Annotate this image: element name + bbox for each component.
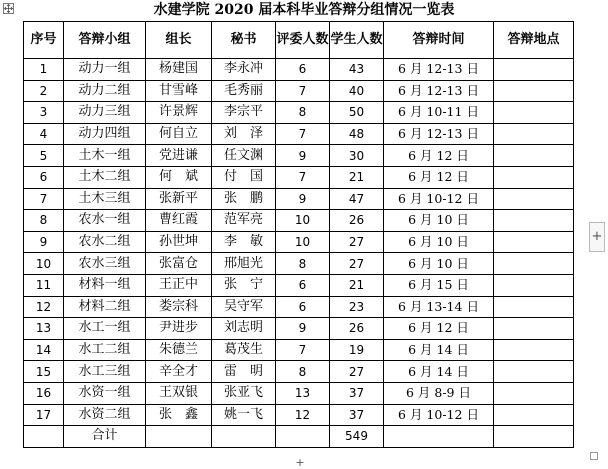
table-cell[interactable]: 4 bbox=[24, 123, 64, 145]
table-cell[interactable]: 7 bbox=[24, 188, 64, 210]
table-cell[interactable]: 张亚飞 bbox=[212, 382, 276, 404]
table-cell[interactable] bbox=[494, 102, 574, 124]
table-cell[interactable]: 水工三组 bbox=[64, 361, 146, 383]
table-cell[interactable]: 37 bbox=[330, 382, 384, 404]
table-cell[interactable]: 9 bbox=[276, 145, 330, 167]
table-row bbox=[24, 318, 574, 340]
table-cell[interactable]: 6 月 14 日 bbox=[384, 361, 494, 383]
table-cell[interactable] bbox=[494, 426, 574, 448]
table-cell[interactable]: 土木二组 bbox=[64, 166, 146, 188]
table-cell[interactable]: 8 bbox=[276, 253, 330, 275]
table-cell[interactable]: 付 国 bbox=[212, 166, 276, 188]
table-row bbox=[24, 404, 574, 426]
table-row bbox=[24, 145, 574, 167]
table-cell[interactable]: 27 bbox=[330, 253, 384, 275]
table-cell[interactable]: 动力二组 bbox=[64, 80, 146, 102]
table-cell[interactable] bbox=[494, 339, 574, 361]
table-cell[interactable]: 何 斌 bbox=[146, 166, 212, 188]
table-cell[interactable]: 27 bbox=[330, 361, 384, 383]
table-cell[interactable]: 6 月 10 日 bbox=[384, 210, 494, 232]
table-cell[interactable]: 王正中 bbox=[146, 274, 212, 296]
table-cell[interactable]: 雷 明 bbox=[212, 361, 276, 383]
table-cell[interactable]: 9 bbox=[24, 231, 64, 253]
table-cell[interactable]: 朱德兰 bbox=[146, 339, 212, 361]
add-column-button[interactable] bbox=[589, 222, 605, 252]
header-cell[interactable]: 序号 bbox=[24, 22, 64, 59]
table-cell[interactable]: 6 bbox=[24, 166, 64, 188]
table-cell[interactable]: 姚一飞 bbox=[212, 404, 276, 426]
total-value[interactable]: 549 bbox=[330, 426, 384, 448]
table-cell[interactable] bbox=[24, 426, 64, 448]
table-cell[interactable]: 40 bbox=[330, 80, 384, 102]
table-cell[interactable] bbox=[494, 382, 574, 404]
table-cell[interactable]: 1 bbox=[24, 59, 64, 81]
table-cell[interactable]: 张富仓 bbox=[146, 253, 212, 275]
table-cell[interactable]: 30 bbox=[330, 145, 384, 167]
header-cell[interactable]: 答辩时间 bbox=[384, 22, 494, 59]
table-cell[interactable] bbox=[494, 188, 574, 210]
table-cell[interactable]: 23 bbox=[330, 296, 384, 318]
page-title: 水建学院 2020 届本科毕业答辩分组情况一览表 bbox=[153, 2, 455, 18]
table-cell[interactable]: 6 月 10 日 bbox=[384, 253, 494, 275]
table-cell[interactable]: 16 bbox=[24, 382, 64, 404]
table-cell[interactable] bbox=[494, 361, 574, 383]
table-cell[interactable]: 6 月 12-13 日 bbox=[384, 123, 494, 145]
table-cell[interactable]: 10 bbox=[276, 210, 330, 232]
table-cell[interactable]: 6 月 12-13 日 bbox=[384, 80, 494, 102]
table-cell[interactable]: 范军亮 bbox=[212, 210, 276, 232]
table-cell[interactable]: 26 bbox=[330, 210, 384, 232]
table-cell[interactable]: 7 bbox=[276, 166, 330, 188]
defense-group-table bbox=[23, 21, 574, 448]
table-cell[interactable]: 15 bbox=[24, 361, 64, 383]
table-cell[interactable]: 动力四组 bbox=[64, 123, 146, 145]
table-cell[interactable]: 张 宁 bbox=[212, 274, 276, 296]
table-row bbox=[24, 361, 574, 383]
table-cell[interactable]: 娄宗科 bbox=[146, 296, 212, 318]
table-row bbox=[24, 102, 574, 124]
table-cell[interactable]: 3 bbox=[24, 102, 64, 124]
table-cell[interactable]: 材料一组 bbox=[64, 274, 146, 296]
table-cell[interactable]: 26 bbox=[330, 318, 384, 340]
table-cell[interactable] bbox=[494, 404, 574, 426]
table-cell[interactable] bbox=[212, 426, 276, 448]
table-row bbox=[24, 210, 574, 232]
plus-icon: + bbox=[591, 229, 603, 244]
table-cell[interactable]: 孙世坤 bbox=[146, 231, 212, 253]
table-cell[interactable]: 任文渊 bbox=[212, 145, 276, 167]
table-cell[interactable]: 6 月 15 日 bbox=[384, 274, 494, 296]
table-cell[interactable]: 葛茂生 bbox=[212, 339, 276, 361]
table-cell[interactable]: 土木三组 bbox=[64, 188, 146, 210]
table-cell[interactable]: 农水一组 bbox=[64, 210, 146, 232]
table-cell[interactable]: 7 bbox=[276, 123, 330, 145]
table-cell[interactable]: 2 bbox=[24, 80, 64, 102]
table-row bbox=[24, 59, 574, 81]
table-cell[interactable] bbox=[494, 145, 574, 167]
table-cell[interactable]: 刘志明 bbox=[212, 318, 276, 340]
table-cell[interactable]: 37 bbox=[330, 404, 384, 426]
header-cell[interactable]: 答辩地点 bbox=[494, 22, 574, 59]
table-cell[interactable]: 12 bbox=[276, 404, 330, 426]
table-cell[interactable]: 8 bbox=[276, 102, 330, 124]
table-cell[interactable]: 杨建国 bbox=[146, 59, 212, 81]
table-cell[interactable]: 刘 泽 bbox=[212, 123, 276, 145]
table-resize-handle[interactable] bbox=[590, 452, 598, 460]
table-cell[interactable]: 6 月 12-13 日 bbox=[384, 59, 494, 81]
table-cell[interactable]: 13 bbox=[276, 382, 330, 404]
table-row bbox=[24, 80, 574, 102]
table-row bbox=[24, 231, 574, 253]
table-cell[interactable]: 张新平 bbox=[146, 188, 212, 210]
table-cell[interactable]: 47 bbox=[330, 188, 384, 210]
table-cell[interactable]: 6 月 8-9 日 bbox=[384, 382, 494, 404]
table-cell[interactable]: 17 bbox=[24, 404, 64, 426]
table-cell[interactable]: 48 bbox=[330, 123, 384, 145]
table-cell[interactable]: 农水三组 bbox=[64, 253, 146, 275]
table-cell[interactable]: 何自立 bbox=[146, 123, 212, 145]
table-cell[interactable] bbox=[494, 166, 574, 188]
table-cell[interactable]: 14 bbox=[24, 339, 64, 361]
table-cell[interactable] bbox=[494, 80, 574, 102]
total-row bbox=[24, 426, 574, 448]
table-cell[interactable]: 水资一组 bbox=[64, 382, 146, 404]
table-cell[interactable]: 李宗平 bbox=[212, 102, 276, 124]
header-cell[interactable]: 答辩小组 bbox=[64, 22, 146, 59]
table-cell[interactable]: 水工一组 bbox=[64, 318, 146, 340]
table-row bbox=[24, 296, 574, 318]
table-cell[interactable]: 12 bbox=[24, 296, 64, 318]
add-row-button[interactable] bbox=[293, 457, 307, 468]
table-cell[interactable] bbox=[494, 59, 574, 81]
table-cell[interactable]: 6 bbox=[276, 296, 330, 318]
table-cell[interactable] bbox=[494, 123, 574, 145]
total-label[interactable]: 合计 bbox=[64, 426, 146, 448]
header-row bbox=[24, 22, 574, 59]
table-cell[interactable]: 李 敏 bbox=[212, 231, 276, 253]
table-cell[interactable]: 张 鑫 bbox=[146, 404, 212, 426]
table-cell[interactable]: 27 bbox=[330, 231, 384, 253]
table-row bbox=[24, 274, 574, 296]
table-cell[interactable]: 9 bbox=[276, 188, 330, 210]
table-cell[interactable]: 王双银 bbox=[146, 382, 212, 404]
table-cell[interactable]: 6 月 10-12 日 bbox=[384, 188, 494, 210]
table-cell[interactable] bbox=[146, 426, 212, 448]
table-cell[interactable]: 21 bbox=[330, 166, 384, 188]
table-cell[interactable]: 水资二组 bbox=[64, 404, 146, 426]
table-cell[interactable]: 6 月 10-12 日 bbox=[384, 404, 494, 426]
table-cell[interactable]: 农水二组 bbox=[64, 231, 146, 253]
table-cell[interactable]: 吴守军 bbox=[212, 296, 276, 318]
table-cell[interactable]: 张 鹏 bbox=[212, 188, 276, 210]
table-cell[interactable]: 8 bbox=[276, 361, 330, 383]
table-cell[interactable]: 50 bbox=[330, 102, 384, 124]
table-row bbox=[24, 339, 574, 361]
table-cell[interactable] bbox=[494, 231, 574, 253]
table-cell[interactable]: 13 bbox=[24, 318, 64, 340]
table-row bbox=[24, 253, 574, 275]
table-cell[interactable] bbox=[494, 210, 574, 232]
table-cell[interactable] bbox=[384, 426, 494, 448]
table-cell[interactable]: 辛全才 bbox=[146, 361, 212, 383]
table-cell[interactable]: 动力三组 bbox=[64, 102, 146, 124]
table-cell[interactable]: 甘雪峰 bbox=[146, 80, 212, 102]
header-cell[interactable]: 组长 bbox=[146, 22, 212, 59]
table-cell[interactable]: 21 bbox=[330, 274, 384, 296]
table-row bbox=[24, 188, 574, 210]
table-cell[interactable]: 6 月 10 日 bbox=[384, 231, 494, 253]
table-cell[interactable]: 尹进步 bbox=[146, 318, 212, 340]
table-cell[interactable]: 邢旭光 bbox=[212, 253, 276, 275]
table-cell[interactable]: 7 bbox=[276, 80, 330, 102]
table-cell[interactable]: 6 bbox=[276, 274, 330, 296]
table-row bbox=[24, 166, 574, 188]
table-cell[interactable]: 19 bbox=[330, 339, 384, 361]
table-cell[interactable]: 许景辉 bbox=[146, 102, 212, 124]
table-cell[interactable]: 毛秀丽 bbox=[212, 80, 276, 102]
table-cell[interactable] bbox=[494, 318, 574, 340]
table-cell[interactable]: 水工二组 bbox=[64, 339, 146, 361]
table-cell[interactable] bbox=[276, 426, 330, 448]
table-cell[interactable]: 6 月 10-11 日 bbox=[384, 102, 494, 124]
table-cell[interactable]: 土木一组 bbox=[64, 145, 146, 167]
table-cell[interactable]: 材料二组 bbox=[64, 296, 146, 318]
table-cell[interactable]: 党进谦 bbox=[146, 145, 212, 167]
table-row bbox=[24, 123, 574, 145]
table-cell[interactable]: 6 月 14 日 bbox=[384, 339, 494, 361]
table-cell[interactable]: 8 bbox=[24, 210, 64, 232]
table-cell[interactable]: 9 bbox=[276, 318, 330, 340]
table-cell[interactable]: 李永冲 bbox=[212, 59, 276, 81]
table-cell[interactable]: 曹红霞 bbox=[146, 210, 212, 232]
table-cell[interactable]: 11 bbox=[24, 274, 64, 296]
table-cell[interactable]: 6 月 12 日 bbox=[384, 318, 494, 340]
header-cell[interactable]: 秘书 bbox=[212, 22, 276, 59]
table-cell[interactable] bbox=[494, 253, 574, 275]
table-cell[interactable]: 10 bbox=[24, 253, 64, 275]
table-cell[interactable]: 6 bbox=[276, 59, 330, 81]
table-cell[interactable]: 动力一组 bbox=[64, 59, 146, 81]
table-cell[interactable]: 10 bbox=[276, 231, 330, 253]
table-cell[interactable]: 6 月 12 日 bbox=[384, 145, 494, 167]
header-cell[interactable]: 评委人数 bbox=[276, 22, 330, 59]
table-row bbox=[24, 382, 574, 404]
table-cell[interactable]: 6 月 13-14 日 bbox=[384, 296, 494, 318]
plus-icon: + bbox=[295, 456, 305, 469]
table-cell[interactable]: 7 bbox=[276, 339, 330, 361]
table-cell[interactable]: 6 月 12 日 bbox=[384, 166, 494, 188]
table-cell[interactable]: 5 bbox=[24, 145, 64, 167]
header-cell[interactable]: 学生人数 bbox=[330, 22, 384, 59]
table-cell[interactable]: 43 bbox=[330, 59, 384, 81]
table-cell[interactable] bbox=[494, 274, 574, 296]
table-cell[interactable] bbox=[494, 296, 574, 318]
